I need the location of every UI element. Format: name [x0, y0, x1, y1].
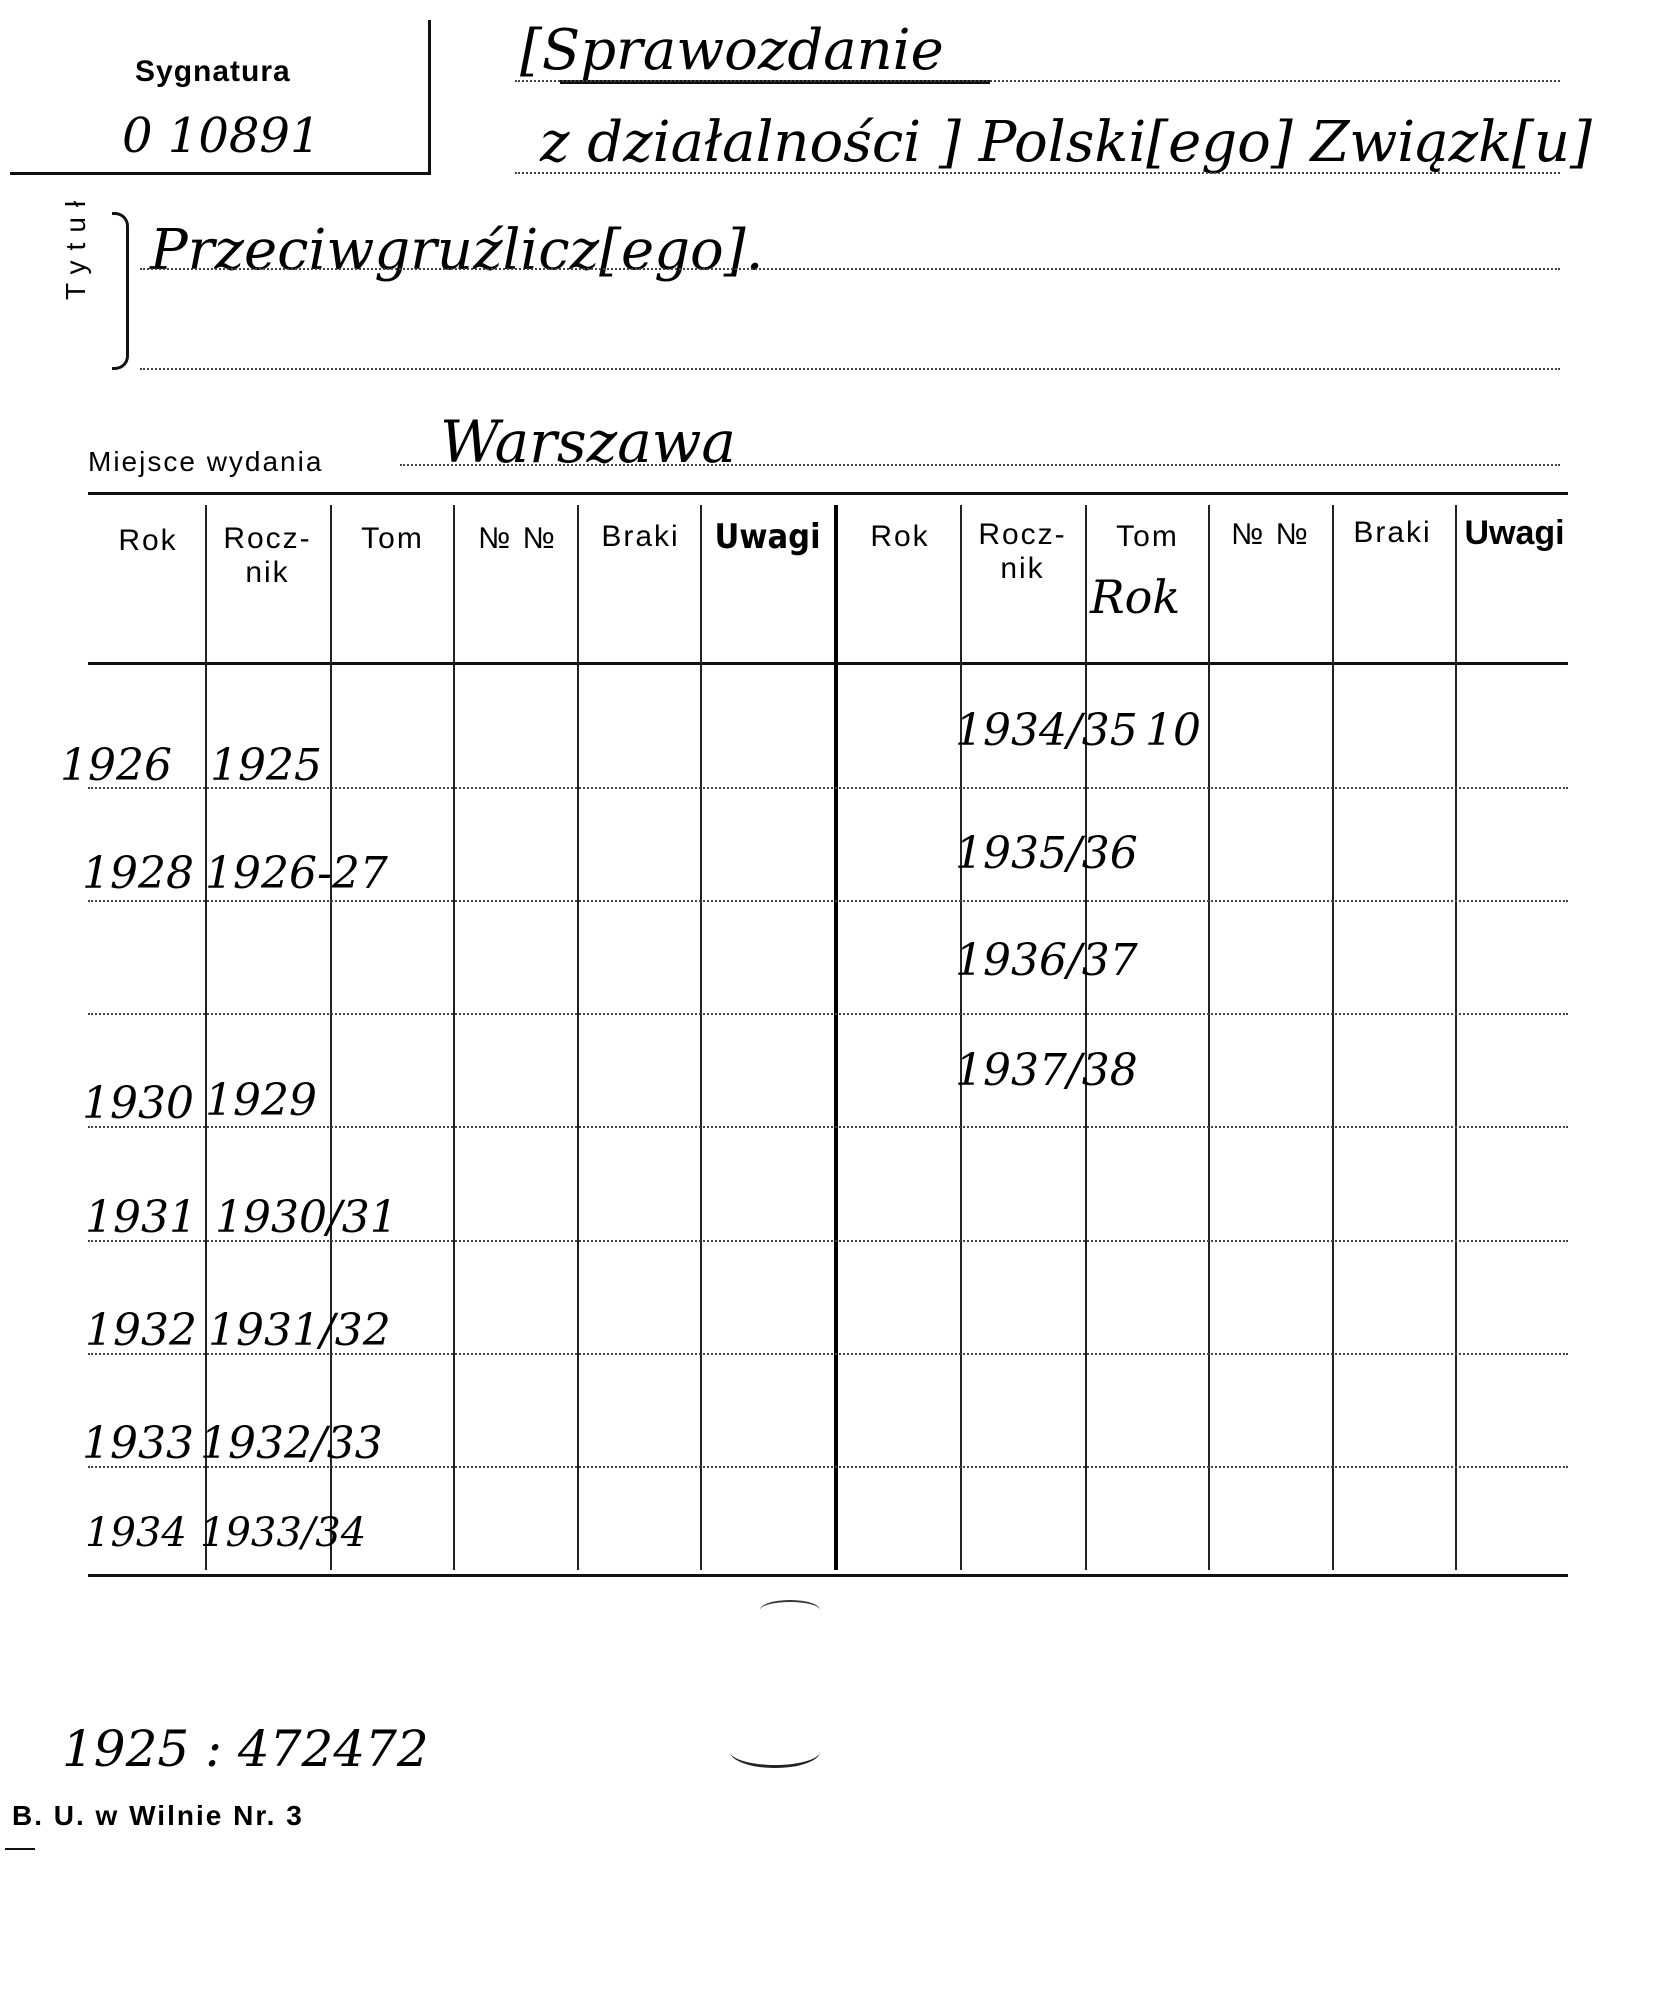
title-line-3: Przeciwgruźlicz[ego]. [150, 218, 764, 283]
header-uwagi-right: Uwagi [1464, 514, 1565, 552]
col-line-2 [330, 505, 332, 1570]
row-line-4 [88, 1126, 1568, 1128]
header-braki-left: Braki [601, 520, 680, 553]
header-tom-left: Tom [361, 522, 424, 555]
col-line-7 [960, 505, 962, 1570]
left-row-7-rocznik: 1932/33 [200, 1418, 383, 1469]
tytul-bracket [112, 212, 129, 370]
left-row-8-rok: 1934 [85, 1510, 187, 1556]
header-rocznik-right [960, 518, 1085, 586]
left-row-4-rocznik: 1929 [205, 1075, 317, 1126]
header-nrnr-left: № № [478, 522, 557, 555]
right-row-1-rocznik: 1934/35 [955, 705, 1138, 756]
footer-stamp-rule [5, 1848, 35, 1850]
left-row-4-rok: 1930 [82, 1078, 194, 1129]
header-tom-right: Tom [1116, 520, 1179, 553]
stray-mark-2 [730, 1735, 820, 1768]
left-row-6-rok: 1932 [85, 1305, 197, 1356]
sygnatura-box-bottom [10, 172, 430, 175]
stray-mark-1 [760, 1600, 820, 1620]
left-row-5-rocznik: 1930/31 [215, 1192, 398, 1243]
title-dotline-3 [140, 268, 1560, 270]
header-rok-right: Rok [870, 520, 930, 553]
header-rok-left: Rok [118, 524, 178, 557]
center-divider [834, 505, 838, 1570]
header-rocznik-left [205, 522, 330, 590]
col-line-9 [1208, 505, 1210, 1570]
left-row-5-rok: 1931 [85, 1192, 197, 1243]
title-dotline-2 [515, 172, 1560, 174]
col-line-10 [1332, 505, 1334, 1570]
col-line-5 [700, 505, 702, 1570]
left-row-8-rocznik: 1933/34 [200, 1510, 367, 1556]
sygnatura-label: Sygnatura [135, 55, 291, 88]
left-row-1-rocznik: 1925 [210, 740, 322, 791]
left-row-2-rok: 1928 [82, 848, 194, 899]
header-bottom-rule [88, 662, 1568, 665]
miejsce-dotline [400, 464, 1560, 466]
right-row-2-rocznik: 1935/36 [955, 828, 1138, 879]
footer-stamp: B. U. w Wilnie Nr. 3 [12, 1800, 304, 1831]
col-line-11 [1455, 505, 1457, 1570]
title-dotline-1 [515, 80, 1560, 82]
title-line-1: [Sprawozdanie [520, 18, 944, 83]
row-line-2 [88, 900, 1568, 902]
header-uwagi-left: Uwagi [714, 517, 821, 557]
left-row-1-rok: 1926 [60, 740, 172, 791]
header-rocznik-left-text: Rocz- nik [223, 522, 312, 589]
table-top-rule [88, 492, 1568, 495]
col-line-1 [205, 505, 207, 1570]
row-line-3 [88, 1013, 1568, 1015]
right-row-1-tom: 10 [1145, 705, 1201, 756]
footer-note: 1925 : 472472 [62, 1720, 429, 1778]
left-row-2-rocznik: 1926-27 [205, 848, 388, 899]
left-row-7-rok: 1933 [82, 1418, 194, 1469]
title-dotline-4 [140, 368, 1560, 370]
header-nrnr-right: № № [1231, 518, 1310, 551]
sygnatura-value: 0 10891 [122, 108, 321, 164]
col-line-8 [1085, 505, 1087, 1570]
header-tom-right-handwritten: Rok [1090, 570, 1181, 624]
left-row-6-rocznik: 1931/32 [208, 1305, 391, 1356]
table-bottom-rule [88, 1574, 1568, 1577]
col-line-3 [453, 505, 455, 1570]
header-braki-right: Braki [1353, 516, 1432, 549]
sygnatura-box-right [428, 20, 431, 175]
miejsce-label: Miejsce wydania [88, 446, 324, 477]
right-row-3-rocznik: 1936/37 [955, 935, 1138, 986]
right-row-4-rocznik: 1937/38 [955, 1045, 1138, 1096]
tytul-label: Tytuł [60, 190, 91, 300]
header-rocznik-right-text: Rocz- nik [978, 518, 1067, 585]
title-line-2: z działalności ] Polski[ego] Związk[u] [540, 110, 1592, 175]
miejsce-value: Warszawa [440, 408, 737, 476]
col-line-4 [577, 505, 579, 1570]
